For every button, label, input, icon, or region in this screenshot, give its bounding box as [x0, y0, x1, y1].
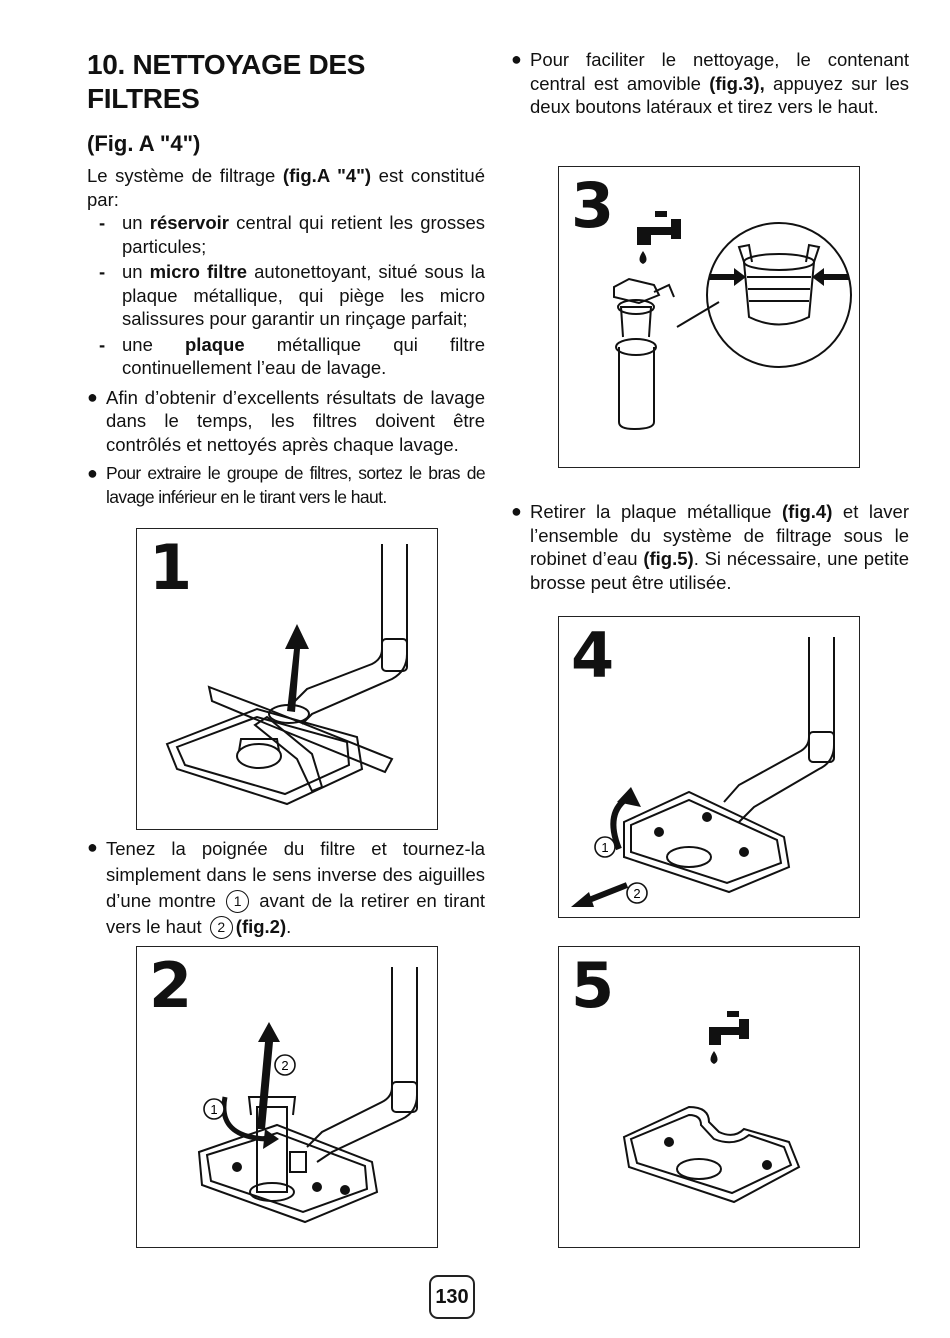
item-text: autonettoyant, situé sous la plaque métallique, qui piège les micro salissures pour garantir un rinçage parfait;	[122, 261, 486, 329]
intro-paragraph	[87, 164, 485, 211]
section-title: 10. NETTOYAGE DES FILTRES	[87, 49, 366, 114]
right-column-lower	[511, 500, 909, 594]
figure-number: 3	[571, 169, 615, 242]
bullet-text: . Si nécessaire, une petite brosse peut être utilisée.	[530, 548, 909, 593]
arrow-head-icon	[571, 892, 594, 907]
component-item	[87, 333, 485, 380]
dash-marker: -	[99, 212, 106, 233]
bullet-dot-icon: ●	[511, 49, 522, 69]
item-bold: réservoir	[149, 212, 229, 233]
left-column-lower	[87, 836, 485, 940]
filter-hole-icon	[654, 827, 664, 837]
bullet-text: Afin d’obtenir d’excellents résultats de lavage dans le temps, les filtres doivent être contrôlés et nettoyés après chaque lavage.	[106, 386, 485, 455]
page-number: 130	[429, 1275, 475, 1319]
right-column	[511, 48, 909, 119]
bullet-text-end: .	[286, 916, 292, 937]
bullet-check	[87, 386, 485, 457]
component-item	[87, 211, 485, 258]
press-arrow-left-icon	[709, 268, 746, 286]
figure-ref: (fig.3),	[709, 72, 765, 94]
figure-1	[136, 528, 438, 830]
item-text: métallique qui filtre continuellement l’eau de lavage.	[122, 333, 485, 378]
up-arrow-icon	[257, 1022, 280, 1129]
bullet-turn	[87, 836, 485, 940]
figure-number: 1	[149, 531, 193, 604]
item-text: central qui retient les grosses particules;	[122, 212, 486, 257]
bullet-dot-icon: ●	[87, 463, 98, 483]
intro-text: Le système de filtrage	[87, 165, 283, 186]
removable-container-illustration	[559, 167, 859, 467]
tap-icon	[709, 1011, 749, 1064]
arrow-head-icon	[263, 1129, 279, 1149]
dash-marker: -	[99, 333, 106, 355]
filter-hole-icon	[739, 847, 749, 857]
tap-icon	[637, 211, 681, 264]
figure-number: 5	[571, 949, 615, 1022]
marker-1-label: 1	[210, 1102, 218, 1117]
bullet-dot-icon: ●	[511, 501, 522, 521]
bullet-remove-plate	[511, 500, 909, 594]
filter-twist-illustration	[137, 947, 437, 1247]
bullet-text: et laver l’ensemble du système de filtrage sous le robinet d’eau	[530, 501, 909, 569]
filter-hole-icon	[762, 1160, 772, 1170]
bullet-text: Pour faciliter le nettoyage, le contenant central est amovible	[530, 49, 909, 94]
bullet-text: avant de la retirer en tirant vers le haut	[106, 890, 486, 937]
figure-3	[558, 166, 860, 468]
item-bold: plaque	[185, 333, 245, 355]
remove-plate-illustration	[559, 617, 859, 917]
item-text: un	[122, 261, 150, 282]
bullet-dot-icon: ●	[87, 386, 98, 407]
filter-hole-icon	[702, 812, 712, 822]
bullet-text: appuyez sur les deux boutons latéraux et tirez vers le haut.	[530, 72, 909, 117]
figure-4	[558, 616, 860, 918]
left-column	[87, 48, 485, 509]
figure-number: 2	[149, 949, 193, 1022]
circled-number-2: 2	[210, 916, 233, 939]
figure-ref: (fig.4)	[782, 501, 833, 522]
filter-hole-icon	[232, 1162, 242, 1172]
press-arrow-right-icon	[812, 268, 849, 286]
marker-1-label: 1	[601, 840, 609, 855]
figure-5	[558, 946, 860, 1248]
section-subtitle: (Fig. A "4")	[87, 131, 201, 156]
intro-text-end: est constitué par:	[87, 165, 485, 210]
filter-hole-icon	[340, 1185, 350, 1195]
bullet-dot-icon: ●	[87, 837, 98, 857]
filter-hole-icon	[312, 1182, 322, 1192]
wash-plate-illustration	[559, 947, 859, 1247]
bullet-extract	[87, 462, 485, 509]
bullet-text: Tenez la poignée du filtre et tournez-la simplement dans le sens inverse des aiguilles d’une montre	[106, 838, 485, 911]
item-text: une	[122, 333, 185, 355]
figure-ref: (fig.5)	[643, 548, 694, 569]
marker-2-label: 2	[633, 886, 641, 901]
lower-spray-arm-illustration	[137, 529, 437, 829]
item-bold: micro filtre	[149, 261, 248, 282]
figure-number: 4	[571, 619, 615, 692]
circled-number-1: 1	[226, 890, 249, 913]
dash-marker: -	[99, 261, 106, 282]
bullet-removable	[511, 48, 909, 119]
bullet-text: Pour extraire le groupe de filtres, sortez le bras de lavage inférieur en le tirant vers le haut.	[106, 463, 485, 507]
figure-ref: (fig.2)	[235, 916, 287, 937]
intro-figure-ref: (fig.A "4")	[282, 165, 372, 186]
lift-arrow-icon	[613, 797, 629, 849]
figure-2	[136, 946, 438, 1248]
marker-2-label: 2	[281, 1058, 289, 1073]
bullet-text: Retirer la plaque métallique	[530, 501, 782, 522]
filter-hole-icon	[664, 1137, 674, 1147]
item-text: un	[122, 212, 150, 233]
component-item	[87, 260, 485, 331]
